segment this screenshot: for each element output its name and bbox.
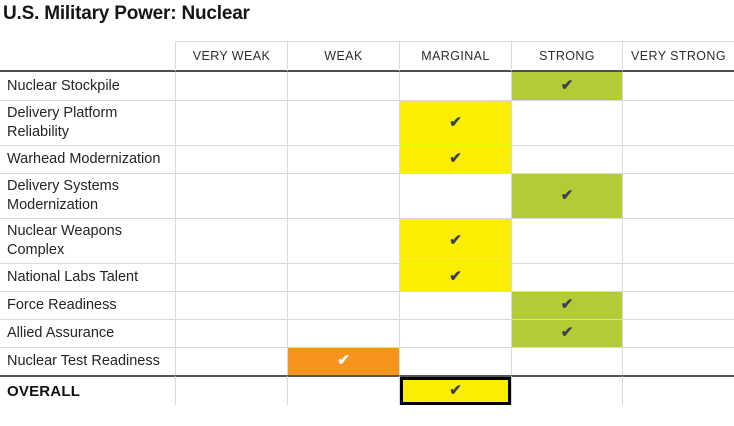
check-icon: ✔ — [449, 268, 462, 285]
rating-cell — [399, 100, 511, 145]
check-icon: ✔ — [560, 324, 574, 341]
check-icon: ✔ — [449, 231, 462, 249]
rating-cell — [511, 375, 622, 405]
rating-marker-strong — [512, 174, 622, 218]
column-header-marginal: MARGINAL — [399, 41, 511, 72]
check-icon: ✔ — [449, 381, 462, 399]
rating-cell — [287, 218, 399, 263]
page-title: U.S. Military Power: Nuclear — [3, 3, 250, 24]
rating-cell — [399, 72, 511, 100]
rating-marker-marginal — [400, 264, 511, 291]
row-label: Allied Assurance — [0, 319, 175, 347]
rating-cell — [175, 173, 287, 218]
table-corner-spacer — [0, 41, 175, 72]
rating-cell — [175, 145, 287, 173]
rating-cell — [511, 218, 622, 263]
rating-cell — [399, 291, 511, 319]
rating-cell — [622, 263, 734, 291]
rating-cell — [622, 347, 734, 375]
column-header-weak: WEAK — [287, 41, 399, 72]
rating-cell — [399, 319, 511, 347]
row-label: Nuclear Stockpile — [0, 72, 175, 100]
rating-cell — [511, 173, 622, 218]
rating-cell — [622, 218, 734, 263]
check-icon: ✔ — [449, 150, 462, 167]
row-label: Delivery Platform Reliability — [0, 100, 175, 145]
rating-cell — [287, 100, 399, 145]
rating-marker-marginal — [400, 377, 511, 405]
rating-cell — [622, 319, 734, 347]
rating-cell — [175, 347, 287, 375]
rating-cell — [622, 72, 734, 100]
row-label: National Labs Talent — [0, 263, 175, 291]
rating-cell — [622, 375, 734, 405]
rating-cell — [287, 72, 399, 100]
check-icon: ✔ — [560, 186, 574, 204]
rating-cell — [287, 319, 399, 347]
rating-cell — [175, 218, 287, 263]
rating-cell — [511, 347, 622, 375]
row-label: Nuclear Weapons Complex — [0, 218, 175, 263]
column-header-very-strong: VERY STRONG — [622, 41, 734, 72]
rating-cell — [511, 319, 622, 347]
rating-cell — [399, 145, 511, 173]
rating-cell — [622, 145, 734, 173]
rating-marker-marginal — [400, 146, 511, 173]
row-label: Force Readiness — [0, 291, 175, 319]
check-icon: ✔ — [560, 76, 574, 94]
rating-cell — [622, 173, 734, 218]
column-header-strong: STRONG — [511, 41, 622, 72]
check-icon: ✔ — [337, 352, 350, 369]
rating-cell — [175, 263, 287, 291]
row-label: OVERALL — [0, 375, 175, 405]
rating-cell — [175, 72, 287, 100]
row-label: Delivery Systems Modernization — [0, 173, 175, 218]
rating-cell — [287, 145, 399, 173]
rating-cell — [399, 218, 511, 263]
check-icon: ✔ — [449, 113, 462, 131]
rating-cell — [511, 72, 622, 100]
rating-marker-strong — [512, 320, 622, 347]
rating-cell — [287, 375, 399, 405]
rating-cell — [622, 291, 734, 319]
rating-cell — [175, 375, 287, 405]
check-icon: ✔ — [560, 296, 574, 313]
rating-cell — [399, 173, 511, 218]
rating-cell — [399, 263, 511, 291]
rating-marker-strong — [512, 292, 622, 319]
row-label: Nuclear Test Readiness — [0, 347, 175, 375]
rating-cell — [399, 375, 511, 405]
row-label: Warhead Modernization — [0, 145, 175, 173]
rating-cell — [511, 100, 622, 145]
rating-marker-strong — [512, 72, 622, 100]
rating-marker-weak — [288, 348, 399, 375]
rating-cell — [287, 173, 399, 218]
rating-cell — [175, 319, 287, 347]
rating-marker-marginal — [400, 101, 511, 145]
rating-cell — [287, 291, 399, 319]
rating-marker-marginal — [400, 219, 511, 263]
rating-cell — [175, 100, 287, 145]
rating-cell — [511, 145, 622, 173]
column-header-very-weak: VERY WEAK — [175, 41, 287, 72]
rating-cell — [622, 100, 734, 145]
rating-cell — [287, 347, 399, 375]
rating-cell — [511, 291, 622, 319]
ratings-table — [0, 41, 734, 405]
rating-cell — [287, 263, 399, 291]
rating-cell — [511, 263, 622, 291]
rating-cell — [399, 347, 511, 375]
rating-cell — [175, 291, 287, 319]
